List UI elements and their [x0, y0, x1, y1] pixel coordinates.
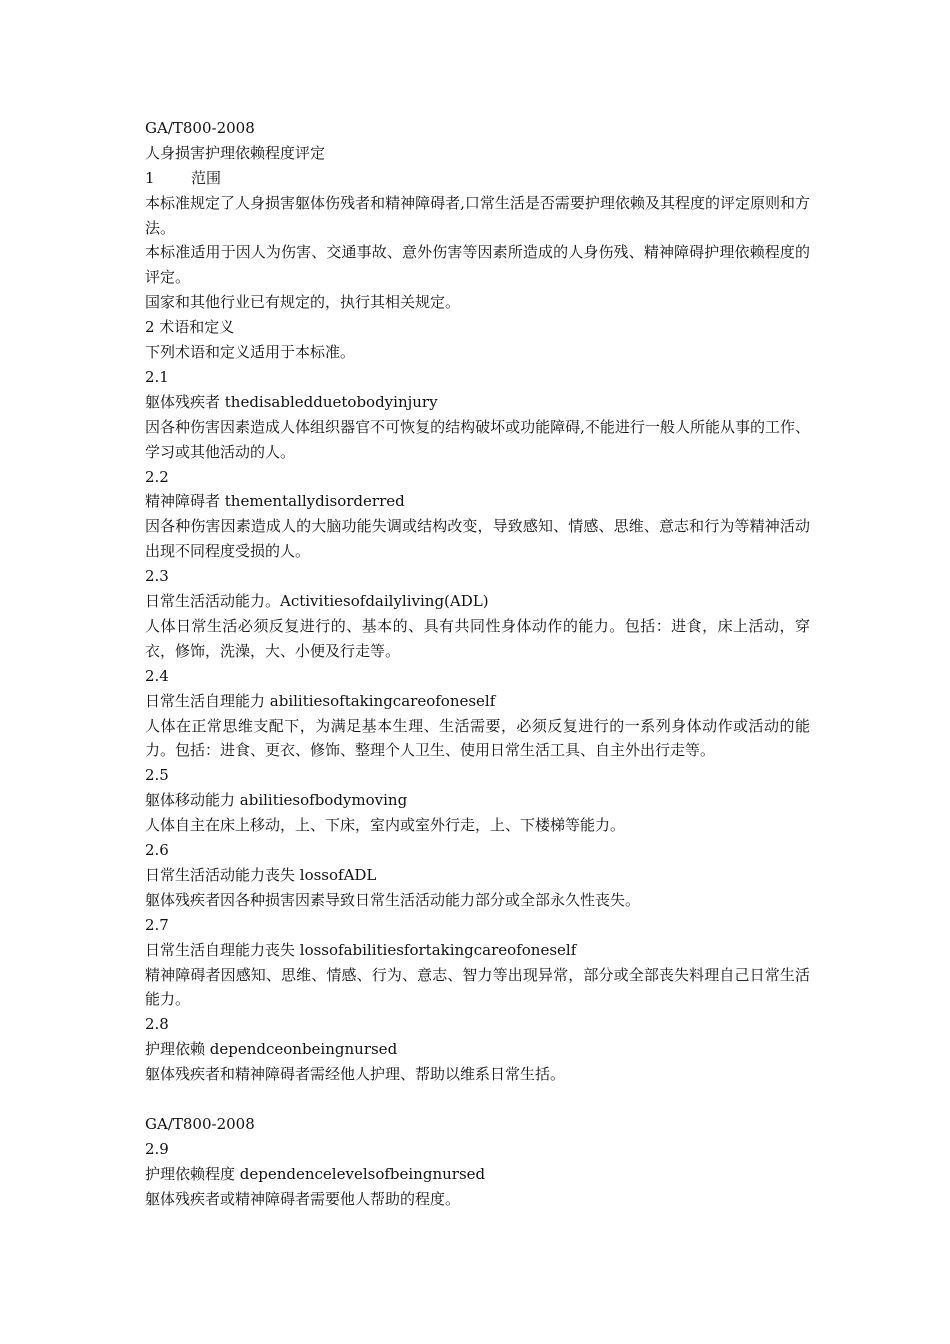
- term-name: 日常生活活动能力。Activitiesofdailyliving(ADL): [145, 592, 489, 611]
- term-definition: 人体自主在床上移动，上、下床，室内或室外行走，上、下楼梯等能力。: [145, 816, 626, 835]
- term-name: 日常生活自理能力丧失 lossofabilitiesfortakingcareofoneself: [145, 940, 577, 959]
- term-number: 2.1: [145, 368, 169, 386]
- term-definition: 躯体残疾者或精神障碍者需要他人帮助的程度。: [145, 1189, 461, 1208]
- term-number: 2.6: [145, 841, 169, 860]
- term-definition: 躯体残疾者因各种损害因素导致日常生活活动能力部分或全部永久性丧失。: [145, 890, 641, 909]
- term-number: 2.3: [145, 567, 169, 586]
- term-entry: [145, 564, 810, 664]
- applicability-paragraph: 本标准适用于因人为伤害、交通事故、意外伤害等因素所造成的人身伤残、精神障碍护理依赖程度的评定。: [145, 243, 810, 287]
- term-number: 2.9: [145, 1139, 169, 1158]
- section-1-number: 1: [145, 168, 155, 187]
- term-name: 精神障碍者 thementallydisorderred: [145, 492, 405, 511]
- term-entry: [145, 365, 810, 465]
- term-number: 2.2: [145, 467, 169, 486]
- term-entry: [145, 763, 810, 838]
- page-break-gap: [145, 1087, 810, 1112]
- term-entry: [145, 913, 810, 1013]
- term-definition: 人体日常生活必须反复进行的、基本的、具有共同性身体动作的能力。包括：进食，床上活动，穿衣，修饰，洗澡，大、小便及行走等。: [145, 616, 810, 660]
- term-definition: 因各种伤害因素造成人体组织器官不可恢复的结构破坏或功能障碍,不能进行一般人所能从事的工作、学习或其他活动的人。: [145, 417, 810, 461]
- term-name: 护理依赖程度 dependencelevelsofbeingnursed: [145, 1164, 486, 1183]
- term-number: 2.8: [145, 1015, 169, 1034]
- term-definition: 人体在正常思维支配下，为满足基本生理、生活需要，必须反复进行的一系列身体动作或活动的能力。包括：进食、更衣、修饰、整理个人卫生、使用日常生活工具、自主外出行走等。: [145, 716, 810, 760]
- term-definition: 躯体残疾者和精神障碍者需经他人护理、帮助以维系日常生括。: [145, 1065, 566, 1084]
- term-definition: 精神障碍者因感知、思维、情感、行为、意志、智力等出现异常，部分或全部丧失料理自己日常生活能力。: [145, 965, 810, 1009]
- term-definition: 因各种伤害因素造成人的大脑功能失调或结构改变，导致感知、情感、思维、意志和行为等精神活动出现不同程度受损的人。: [145, 517, 810, 561]
- term-name: 日常生活自理能力 abilitiesoftakingcareofoneself: [145, 691, 496, 710]
- scope-paragraph: 本标准规定了人身损害躯体伤残者和精神障碍者,口常生活是否需要护理依赖及其程度的评定原则和方法。: [145, 193, 810, 237]
- term-entry: [145, 1137, 810, 1212]
- document-title: 人身损害护理依赖程度评定: [145, 143, 326, 162]
- term-entry: [145, 465, 810, 565]
- term-name: 躯体残疾者 thedisabledduetobodyinjury: [145, 392, 438, 411]
- term-number: 2.7: [145, 915, 169, 934]
- document-body: [145, 116, 810, 1212]
- section-2-intro: 下列术语和定义适用于本标准。: [145, 343, 356, 362]
- term-entry: [145, 1012, 810, 1087]
- section-1-heading: [145, 166, 810, 191]
- section-2-heading: 2 术语和定义: [145, 318, 235, 337]
- term-number: 2.4: [145, 666, 169, 685]
- term-name: 日常生活活动能力丧失 lossofADL: [145, 865, 377, 884]
- term-entry: [145, 664, 810, 764]
- term-name: 躯体移动能力 abilitiesofbodymoving: [145, 791, 408, 810]
- standard-code-header-page-2: GA/T800-2008: [145, 1114, 255, 1133]
- section-1-title: 范围: [191, 168, 222, 187]
- term-entry: [145, 838, 810, 913]
- standard-code-header: GA/T800-2008: [145, 119, 255, 137]
- other-rules-paragraph: 国家和其他行业已有规定的，执行其相关规定。: [145, 293, 461, 312]
- term-number: 2.5: [145, 766, 169, 785]
- term-name: 护理依赖 dependceonbeingnursed: [145, 1040, 398, 1059]
